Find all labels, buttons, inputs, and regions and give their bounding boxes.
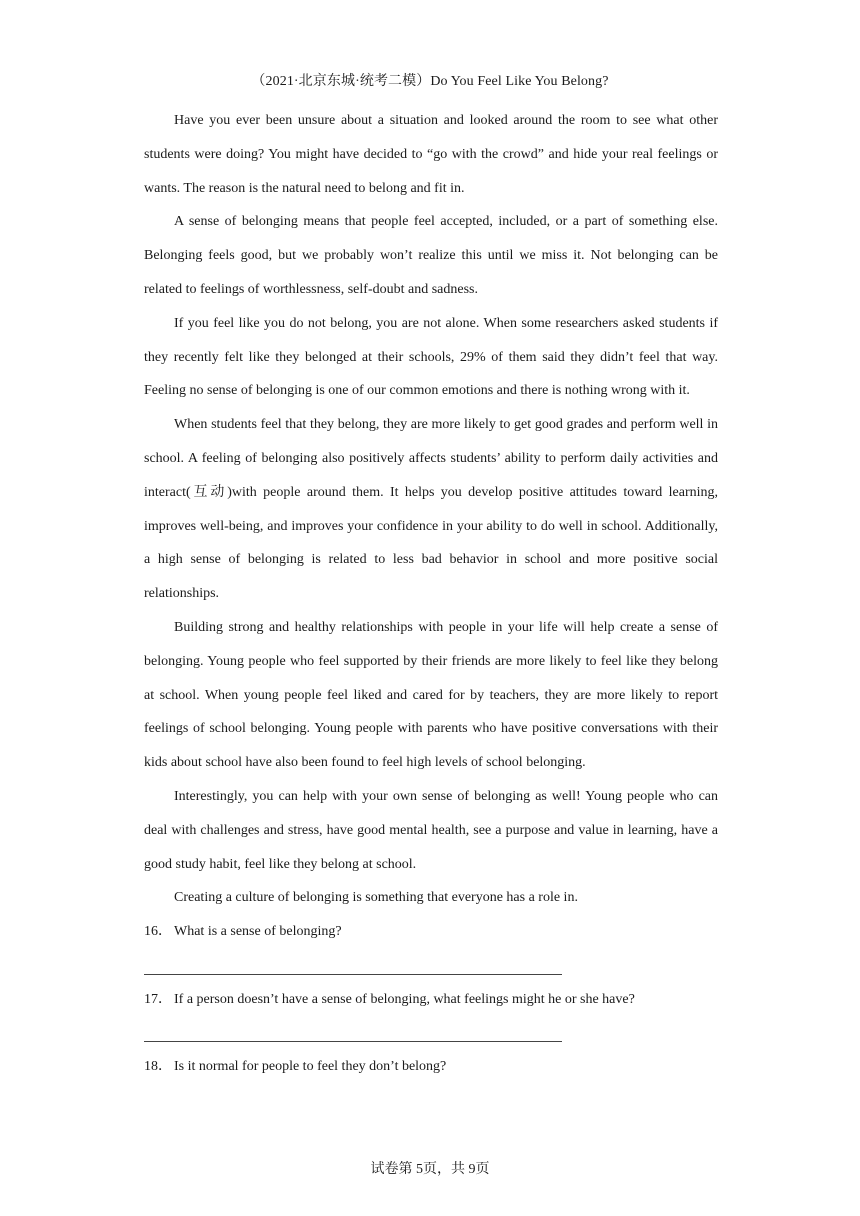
passage-title: （2021·北京东城·统考二模）Do You Feel Like You Belong? (251, 74, 609, 89)
question-text: Is it normal for people to feel they don’t belong? (174, 1059, 447, 1075)
paragraph-6: Interestingly, you can help with your own sense of belonging as well! Young people who can deal with challenges and stress, have good mental health, see a purpose and value in learning, have a good study habit, feel like they belong at school. (144, 788, 718, 872)
paragraph-7: Creating a culture of belonging is something that everyone has a role in. (174, 890, 578, 906)
paragraph-2: A sense of belonging means that people feel accepted, included, or a part of something else. Belonging feels good, but we probably won’t realize this until we miss it. Not belonging can be related to feelings of worthlessness, self-doubt and sadness. (144, 214, 718, 297)
paragraph-4: When students feel that they belong, they are more likely to get good grades and perform well in school. A feeling of belonging also positively affects students’ ability to perform daily activities and interact(互动)with people around them. It helps you develop positive attitudes toward learning, improves well-being, and improves your confidence in your ability to do well in school. Additionally, a high sense of belonging is related to less bad behavior in school and more positive social relationships. (144, 417, 718, 602)
question-text: If a person doesn’t have a sense of belonging, what feelings might he or she have? (174, 991, 635, 1007)
question-number: 17． (144, 991, 172, 1007)
answer-line-17[interactable] (144, 1017, 718, 1051)
question-16 (144, 915, 718, 949)
passage-body (144, 104, 718, 1084)
question-18 (144, 1050, 718, 1084)
answer-rule (144, 974, 562, 975)
question-17 (144, 983, 718, 1017)
answer-rule (144, 1041, 562, 1042)
question-number: 16． (144, 924, 172, 940)
paragraph-5: Building strong and healthy relationships with people in your life will help create a sense of belonging. Young people who feel supported by their friends are more likely to feel like they belong at school. When young people feel liked and cared for by teachers, they are more likely to report feelings of school belonging. Young people with parents who have positive conversations with their kids about school have also been found to feel high levels of school belonging. (144, 619, 718, 771)
page-footer: 试卷第 5页，共 9页 (370, 1162, 490, 1177)
question-text: What is a sense of belonging? (174, 924, 342, 940)
paragraph-3: If you feel like you do not belong, you are not alone. When some researchers asked students if they recently felt like they belonged at their schools, 29% of them said they didn’t feel that way. Feeling no sense of belonging is one of our common emotions and there is nothing wrong with it. (144, 315, 718, 399)
answer-line-16[interactable] (144, 949, 718, 983)
question-number: 18． (144, 1059, 172, 1075)
paragraph-1: Have you ever been unsure about a situation and looked around the room to see what other students were doing? You might have decided to “go with the crowd” and hide your real feelings or wants. The reason is the natural need to belong and fit in. (144, 113, 718, 196)
